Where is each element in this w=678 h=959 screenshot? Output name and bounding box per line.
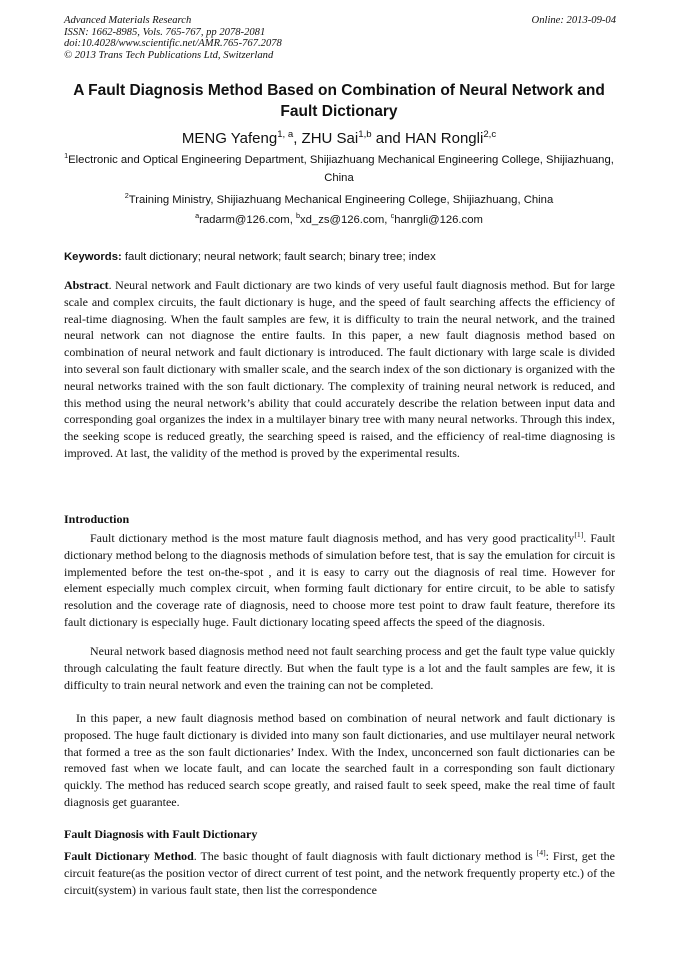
citation-ref: [1] <box>574 530 584 539</box>
email-sup: b <box>295 211 300 221</box>
author-name: ZHU Sai <box>301 130 359 147</box>
author-sep: and <box>371 130 405 147</box>
journal-name: Advanced Materials Research <box>64 15 192 26</box>
email-address: hanrgli@126.com <box>394 214 483 226</box>
email-sup: c <box>390 211 395 221</box>
author-sup: 1, a <box>277 129 294 140</box>
email-list <box>0 212 678 229</box>
intro-paragraph-1 <box>64 530 615 631</box>
author-sup: 2,c <box>483 129 497 140</box>
section-heading-introduction: Introduction <box>64 512 130 526</box>
affiliation-text: Training Ministry, Shijiazhuang Mechanical Engineering College, Shijiazhuang, China <box>128 194 554 206</box>
affiliation-2 <box>62 192 616 210</box>
email-sup: a <box>195 211 200 221</box>
email-sep: , <box>289 214 296 226</box>
affiliation-sup: 1 <box>64 151 69 161</box>
intro-p1-text-cont: . Fault dictionary method belong to the diagnosis methods of simulation before test, that is say the emulation for circuit is implemented before the test on-the-spot , and it is easy to carry out the diagnosis of real time. However for element especially much complex circuit, when forming fault dictionary for entire circuit, to be able to satisfy resolution and the coverage rate of diagnosis, need to choose more test point to draw fault feature, therefore its fault dictionary is especially huge. Fault dictionary locating speed affects the speed of the diagnosis. <box>64 531 615 629</box>
author-sep: , <box>293 130 302 147</box>
author-sup: 1,b <box>358 129 372 140</box>
online-date: Online: 2013-09-04 <box>531 15 616 26</box>
affiliation-1 <box>62 152 616 187</box>
keywords-label: Keywords: <box>64 251 122 263</box>
section2-text-cont: : First, get the circuit feature(as the position vector of direct current of test point, and the network frequently property etc.) of the circuit(system) in various fault state, then list the correspondence <box>64 849 615 897</box>
author-name: MENG Yafeng <box>181 130 278 147</box>
email-address: xd_zs@126.com <box>299 214 385 226</box>
author-name: HAN Rongli <box>404 130 484 147</box>
doi-line: doi:10.4028/www.scientific.net/AMR.765-767.2078 <box>64 38 282 50</box>
copyright-line: © 2013 Trans Tech Publications Ltd, Switzerland <box>64 49 274 61</box>
email-address: radarm@126.com <box>199 214 290 226</box>
intro-p1-text: Fault dictionary method is the most mature fault diagnosis method, and has very good practicality <box>90 531 575 545</box>
section2-text: . The basic thought of fault diagnosis with fault dictionary method is <box>193 849 537 863</box>
intro-paragraph-3: In this paper, a new fault diagnosis method based on combination of neural network and fault dictionary is proposed. The huge fault dictionary is divided into many son fault dictionaries, and use multilayer neural network that formed a tree as the son fault dictionaries’ Index. With the Index, unconcerned son fault dictionaries can be removed fast when we locate fault, and can locate the searched fault in a corresponding son fault dictionary quickly. The method has reduced search scope greatly, and raised fault to seek speed, make the real time of fault diagnosis get guarantee. <box>64 711 615 809</box>
affiliation-sup: 2 <box>124 191 129 201</box>
keywords <box>64 249 616 265</box>
keywords-text: fault dictionary; neural network; fault search; binary tree; index <box>121 251 436 263</box>
email-sep: , <box>384 214 391 226</box>
intro-paragraph-2: Neural network based diagnosis method need not fault searching process and get the fault type value quickly through calculating the fault feature directly. But when the fault type is a lot and the fault samples are few, it is difficulty to train neural network and even the training can not be completed. <box>64 644 615 692</box>
citation-ref: [4] <box>536 848 546 857</box>
paper-title: A Fault Diagnosis Method Based on Combination of Neural Network and Fault Dictionary <box>73 82 605 120</box>
abstract <box>64 277 615 462</box>
author-list <box>0 130 678 148</box>
journal-header <box>64 15 616 61</box>
section-heading-fault-dictionary: Fault Diagnosis with Fault Dictionary <box>64 827 258 841</box>
issn-line: ISSN: 1662-8985, Vols. 765-767, pp 2078-2081 <box>64 26 266 38</box>
abstract-text: . Neural network and Fault dictionary are two kinds of very useful fault diagnosis method. But for large scale and complex circuits, the fault dictionary is huge, and the speed of fault searching affects the efficiency of real-time diagnosing. When the fault samples are few, it is difficulty to train the neural network, and the trained neural network can not diagnose the entire faults. In this paper, a new fault diagnosis method based on combination of neural network and fault dictionary is introduced. The fault dictionary with large scale is divided into several son fault dictionary with smaller scale, and the search index of the son dictionary is organized with the neural networks trained with the son fault dictionary. The complexity of training neural network is reduced, and this method using the neural network’s ability that could accurately describe the relation between input data and corresponding goal organizes the index in a multilayer binary tree with many neural networks. Through this index, the seeking scope is reduced greatly, the searching speed is raised, and the efficiency of real-time diagnosing is improved. At last, the validity of the method is proved by the experimental results. <box>64 278 615 460</box>
section2-paragraph <box>64 848 615 898</box>
subsection-lead: Fault Dictionary Method <box>64 849 194 863</box>
affiliation-text: Electronic and Optical Engineering Department, Shijiazhuang Mechanical Engineering College, Shijiazhuang, China <box>68 154 614 184</box>
abstract-label: Abstract <box>64 278 109 292</box>
